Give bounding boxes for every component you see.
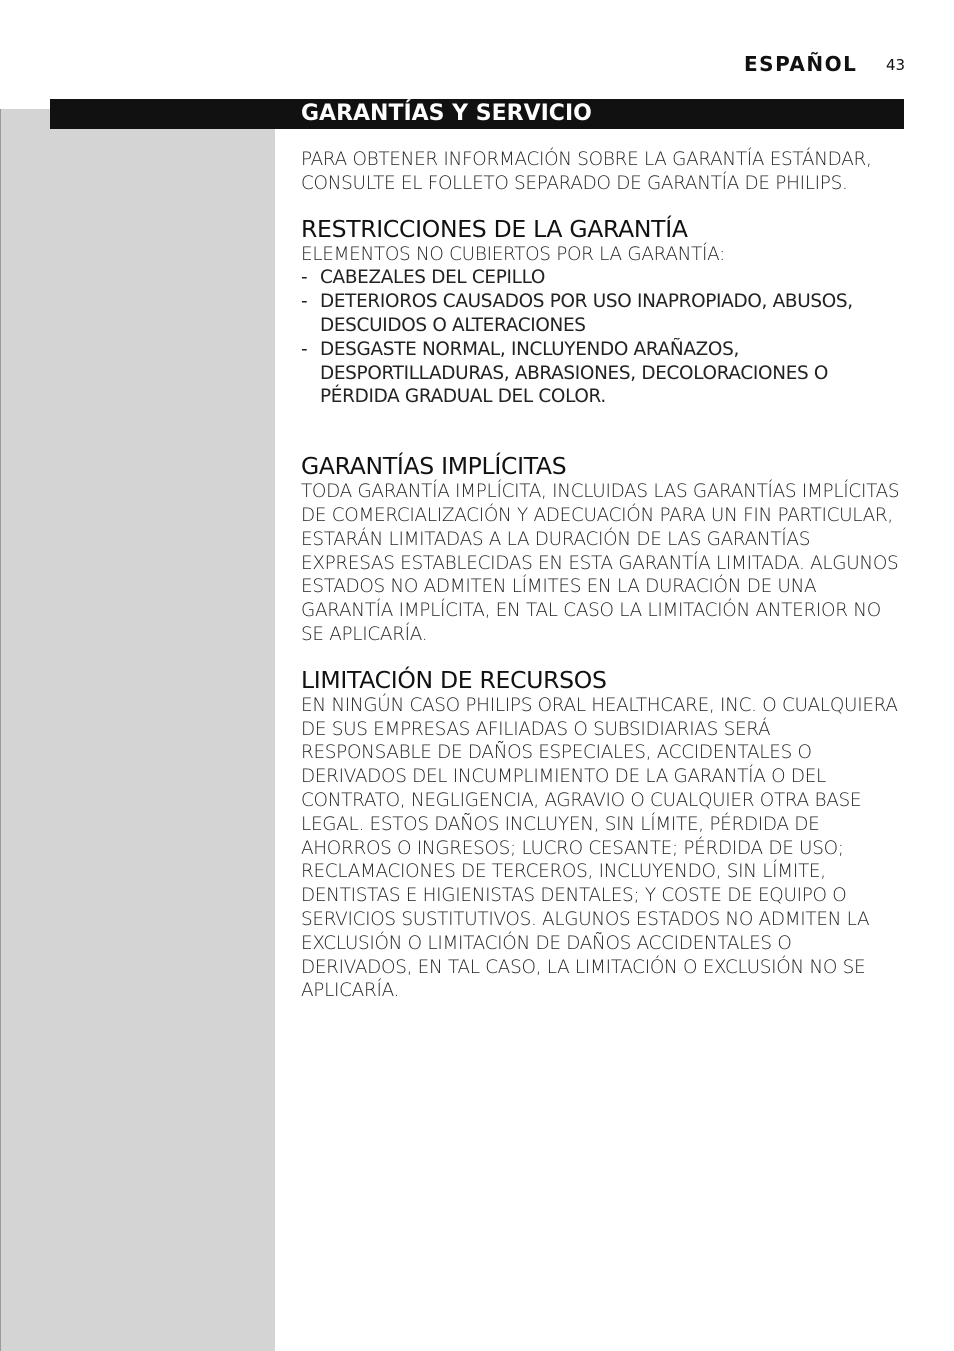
sidebar-edge-line (0, 109, 1, 1351)
restrictions-heading: RESTRICCIONES DE LA GARANTÍA (301, 214, 688, 243)
remedies-heading: LIMITACIÓN DE RECURSOS (301, 665, 607, 694)
list-item (301, 338, 905, 409)
bullet-dash: - (301, 338, 308, 360)
language-label: ESPAÑOL (744, 52, 858, 76)
page-number: 43 (886, 56, 906, 74)
bullet-dash: - (301, 291, 308, 313)
list-item-text: CABEZALES DEL CEPILLO (320, 267, 546, 289)
list-item (301, 290, 905, 338)
restrictions-list (301, 266, 905, 409)
intro-paragraph: PARA OBTENER INFORMACIÓN SOBRE LA GARANTÍA ESTÁNDAR, CONSULTE EL FOLLETO SEPARADO DE GARANTÍA DE PHILIPS. (301, 149, 872, 194)
list-item-text: DETERIOROS CAUSADOS POR USO INAPROPIADO, ABUSOS, DESCUIDOS O ALTERACIONES (320, 291, 853, 336)
grey-sidebar-panel (0, 109, 275, 1351)
list-item-text: DESGASTE NORMAL, INCLUYENDO ARAÑAZOS, DESPORTILLADURAS, ABRASIONES, DECOLORACIONES O PÉRDIDA GRADUAL DEL COLOR. (320, 338, 829, 408)
implied-warranties-body: TODA GARANTÍA IMPLÍCITA, INCLUIDAS LAS GARANTÍAS IMPLÍCITAS DE COMERCIALIZACIÓN Y ADECUACIÓN PARA UN FIN PARTICULAR, ESTARÁN LIMITADAS A LA DURACIÓN DE LAS GARANTÍAS EXPRESAS ESTABLECIDAS EN ESTA GARANTÍA LIMITADA. ALGUNOS ESTADOS NO ADMITEN LÍMITES EN LA DURACIÓN DE UNA GARANTÍA IMPLÍCITA, EN TAL CASO LA LIMITACIÓN ANTERIOR NO SE APLICARÍA. (301, 481, 900, 645)
restrictions-lead: ELEMENTOS NO CUBIERTOS POR LA GARANTÍA: (301, 243, 725, 265)
remedies-body: EN NINGÚN CASO PHILIPS ORAL HEALTHCARE, INC. O CUALQUIERA DE SUS EMPRESAS AFILIADAS O SUBSIDIARIAS SERÁ RESPONSABLE DE DAÑOS ESPECIALES, ACCIDENTALES O DERIVADOS DEL INCUMPLIMIENTO DE LA GARANTÍA O DEL CONTRATO, NEGLIGENCIA, AGRAVIO O CUALQUIER OTRA BASE LEGAL. ESTOS DAÑOS INCLUYEN, SIN LÍMITE, PÉRDIDA DE AHORROS O INGRESOS; LUCRO CESANTE; PÉRDIDA DE USO; RECLAMACIONES DE TERCEROS, INCLUYENDO, SIN LÍMITE, DENTISTAS E HIGIENISTAS DENTALES; Y COSTE DE EQUIPO O SERVICIOS SUSTITUTIVOS. ALGUNOS ESTADOS NO ADMITEN LA EXCLUSIÓN O LIMITACIÓN DE DAÑOS ACCIDENTALES O DERIVADOS, EN TAL CASO, LA LIMITACIÓN O EXCLUSIÓN NO SE APLICARÍA. (301, 694, 898, 1002)
section-title: GARANTÍAS Y SERVICIO (301, 101, 592, 126)
bullet-dash: - (301, 267, 308, 289)
implied-warranties-heading: GARANTÍAS IMPLÍCITAS (301, 452, 567, 481)
list-item (301, 266, 905, 290)
main-content (301, 148, 905, 1003)
